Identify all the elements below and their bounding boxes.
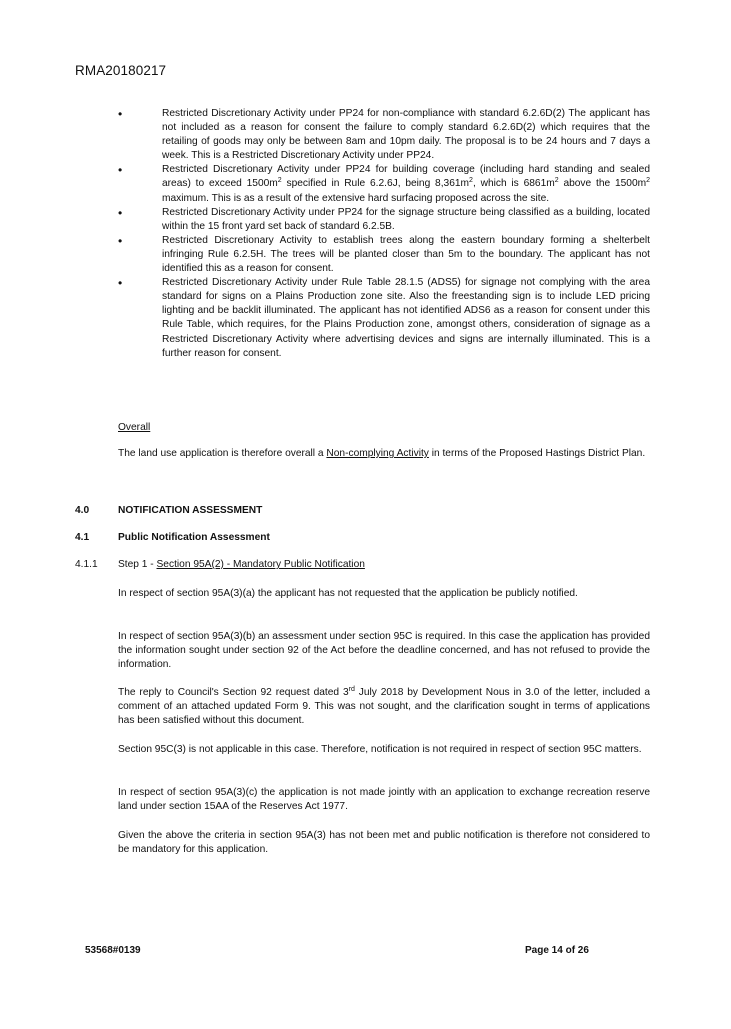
list-item: • Restricted Discretionary Activity under PP24 for non-compliance with standard 6.2.6D(2) The applicant has not included as a reason for consent the failure to comply standard 6.2.6D(2) which requires that the retailing of goods may only be between 8am and 10pm daily. The proposal is to be 24 hours and 7 days a week. This is a Restricted Discretionary Activity under PP24. (118, 107, 650, 162)
activity-bullet-list (118, 107, 650, 361)
section-4-title: NOTIFICATION ASSESSMENT (118, 505, 263, 516)
footer-document-id: 53568#0139 (85, 945, 141, 956)
paragraph-95a3a: In respect of section 95A(3)(a) the applicant has not requested that the application be publicly notified. (118, 588, 578, 599)
document-reference: RMA20180217 (75, 63, 167, 78)
bullet-icon: • (118, 205, 123, 220)
list-item: • Restricted Discretionary Activity to establish trees along the eastern boundary forming a shelterbelt infringing Rule 6.2.5H. The trees will be planted closer than 5m to the boundary. The applicant has not identified this as a reason for consent. (118, 233, 650, 275)
list-item: • Restricted Discretionary Activity under Rule Table 28.1.5 (ADS5) for signage not complying with the area standard for signs on a Plains Production zone site. Also the freestanding sign is to include LED pricing lighting and be backlit illuminated. The applicant has not identified ADS6 as a reason for consent under this Rule Table, which requires, for the Plains Production zone, amongst others, consideration of signage as a Restricted Discretionary Activity where advertising devices and signs are internally illuminated. This is a further reason for consent. (118, 276, 650, 359)
section-4-1-number: 4.1 (75, 532, 90, 543)
paragraph-section-92-reply: The reply to Council's Section 92 request dated 3rd July 2018 by Development Nous in 3.0 of the letter, included a comment of an attached updated Form 9. This was not sought, and the clarification sought in terms of applications has been satisfied without this document. (118, 686, 650, 726)
paragraph-95c3: Section 95C(3) is not applicable in this case. Therefore, notification is not required in respect of section 95C matters. (118, 744, 642, 755)
list-item: • Restricted Discretionary Activity under PP24 for the signage structure being classified as a building, located within the 15 front yard set back of standard 6.2.5B. (118, 205, 650, 232)
bullet-icon: • (118, 276, 123, 291)
list-item: • Restricted Discretionary Activity under PP24 for building coverage (including hard standing and sealed areas) to exceed $1500m^2$ specified in Rule 6.2.6J, being $8,361m^2$, which is $6861m^2$ above the $1500m^2$ maximum. This is as a result of the extensive hard surfacing proposed across the site. (118, 163, 651, 204)
overall-heading: Overall (118, 422, 151, 433)
bullet-icon: • (118, 163, 123, 178)
paragraph-95a3c: In respect of section 95A(3)(c) the application is not made jointly with an application to exchange recreation reserve land under section 15AA of the Reserves Act 1977. (118, 787, 650, 812)
bullet-icon: • (118, 233, 123, 248)
bullet-icon: • (118, 107, 123, 121)
section-4-1-1-number: 4.1.1 (75, 559, 98, 570)
section-4-1-1-title: Step 1 - Section 95A(2) - Mandatory Public Notification (118, 559, 365, 570)
paragraph-95a3b: In respect of section 95A(3)(b) an assessment under section 95C is required. In this case the application has provided the information sought under section 92 of the Act before the deadline concerned, and has not refused to provide the information. (118, 631, 650, 670)
mandatory-public-notification-link[interactable]: Mandatory Public Notification (232, 559, 365, 570)
non-complying-activity-link[interactable]: Non-complying Activity (326, 448, 429, 459)
section-4-1-title: Public Notification Assessment (118, 532, 270, 543)
section-95a2-link[interactable]: Section 95A(2) (156, 559, 224, 570)
section-4-number: 4.0 (75, 505, 90, 516)
paragraph-conclusion: Given the above the criteria in section 95A(3) has not been met and public notification is therefore not considered to be mandatory for this application. (118, 830, 650, 855)
overall-paragraph: The land use application is therefore overall a Non-complying Activity in terms of the Proposed Hastings District Plan. (118, 448, 646, 459)
footer-page-number: Page 14 of 26 (525, 945, 589, 956)
